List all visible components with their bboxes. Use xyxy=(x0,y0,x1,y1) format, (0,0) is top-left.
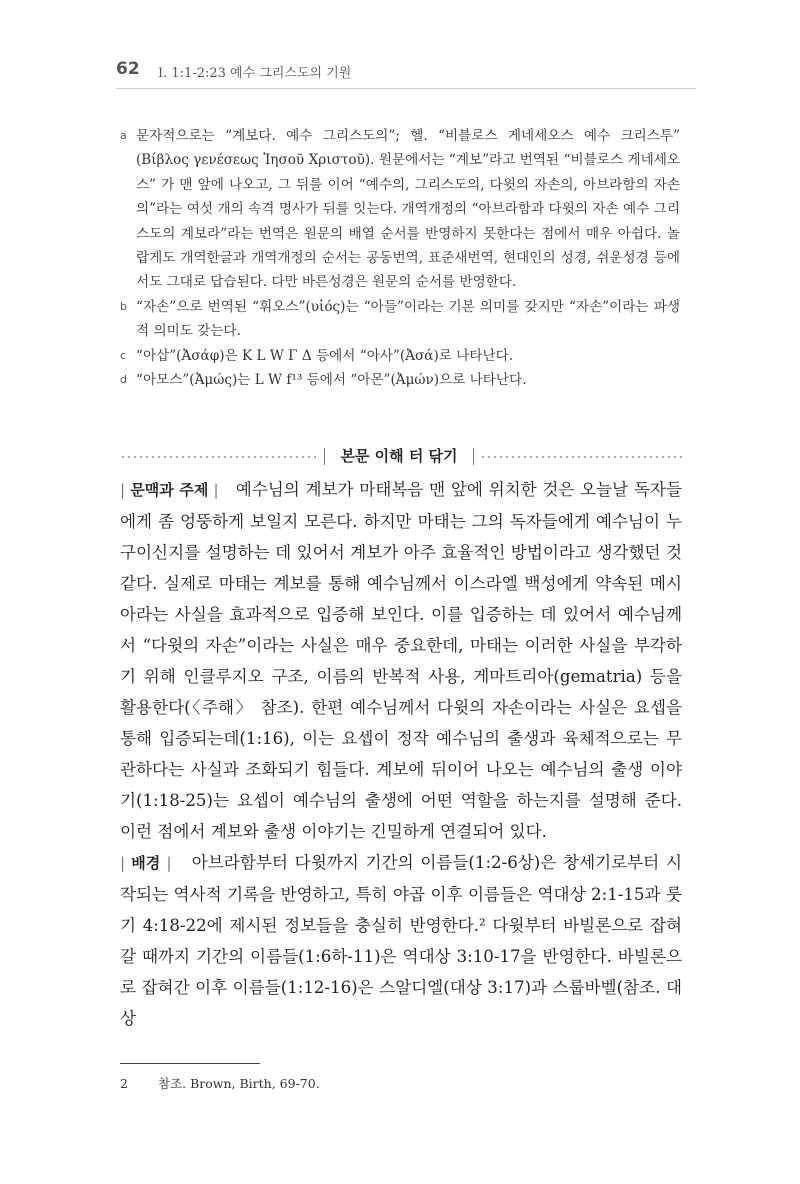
paragraph-context xyxy=(120,474,682,847)
text-notes xyxy=(120,124,680,392)
footnote xyxy=(120,1074,320,1092)
note-mark: c xyxy=(120,348,127,362)
paragraph-text: 예수님의 계보가 마태복음 맨 앞에 위치한 것은 오늘날 독자들에게 좀 엉뚱하게 보일지 모른다. 하지만 마태는 그의 독자들에게 예수님이 누구이신지를 설명하는 데 있어서 계보가 아주 효율적인 방법이라고 생각했던 것 같다. 실제로 마태는 계보를 통해 예수님께서 이스라엘 백성에게 약속된 메시아라는 사실을 효과적으로 입증해 보인다. 이를 입증하는 데 있어서 예수님께서 “다윗의 자손”이라는 사실은 매우 중요한데, 마태는 이러한 사실을 부각하기 위해 인클루지오 구조, 이름의 반복적 사용, 게마트리아(gematria) 등을 활용한다(〈주해〉 참조). 한편 예수님께서 다윗의 자손이라는 사실은 요셉을 통해 입증되는데(1:16), 이는 요셉이 정작 예수님의 출생과 육체적으로는 무관하다는 사실과 조화되기 힘들다. 계보에 뒤이어 나오는 예수님의 출생 이야기(1:18-25)는 요셉이 예수님의 출생에 어떤 역할을 하는지를 설명해 준다. 이런 점에서 계보와 출생 이야기는 긴밀하게 연결되어 있다. xyxy=(120,480,682,841)
footnote-number: 2 xyxy=(120,1076,128,1091)
paragraph-background xyxy=(120,847,682,1034)
divider-dots-left xyxy=(120,455,316,459)
footnote-text: 참조. Brown, Birth, 69-70. xyxy=(158,1076,320,1091)
note-text: 문자적으로는 “계보다. 예수 그리스도의”; 헬. “비블로스 게네세오스 예수 크리스투” (Βίβλος γενέσεως Ἰησοῦ Χριστοῦ). 원문에서는 “계보”라고 번역된 “비블로스 게네세오스” 가 맨 앞에 나오고, 그 뒤를 이어 “예수의, 그리스도의, 다윗의 자손의, 아브라함의 자손 의”라는 여섯 개의 속격 명사가 뒤를 잇는다. 개역개정의 “아브라함과 다윗의 자손 예수 그리스도의 계보라”라는 번역은 원문의 배열 순서를 반영하지 못한다는 점에서 매우 아쉽다. 놀랍게도 개역한글과 개역개정의 순서는 공동번역, 표준새번역, 현대인의 성경, 쉬운성경 등에서도 그대로 답습된다. 다만 바른성경은 원문의 순서를 반영한다. xyxy=(136,128,680,291)
text-note xyxy=(120,368,680,392)
note-mark: d xyxy=(120,373,127,387)
section-title: 본문 이해 터 닦기 xyxy=(324,445,474,466)
main-text xyxy=(120,474,682,1034)
text-note xyxy=(120,124,680,295)
note-text: “아삽”(Ἀσάφ)은 K L W Γ Δ 등에서 “아사”(Ἀσά)로 나타난다. xyxy=(136,347,514,364)
note-mark: a xyxy=(120,129,127,142)
note-mark: b xyxy=(120,299,127,313)
text-note xyxy=(120,344,680,368)
divider-dots-right xyxy=(480,455,682,459)
running-title: I. 1:1-2:23 예수 그리스도의 기원 xyxy=(158,66,352,81)
section-divider xyxy=(120,443,682,469)
paragraph-text: 아브라함부터 다윗까지 기간의 이름들(1:2-6상)은 창세기로부터 시작되는 역사적 기록을 반영하고, 특히 야곱 이후 이름들은 역대상 2:1-15과 룻기 4:18-22에 제시된 정보들을 충실히 반영한다.² 다윗부터 바빌론으로 잡혀갈 때까지 기간의 이름들(1:6하-11)은 역대상 3:10-17을 반영한다. 바빌론으로 잡혀간 이후 이름들(1:12-16)은 스알디엘(대상 3:17)과 스룹바벨(참조. 대상 xyxy=(120,853,682,1028)
text-note xyxy=(120,295,680,344)
note-text: “자손”으로 번역된 “휘오스”(υἱός)는 “아들”이라는 기본 의미를 갖지만 “자손”이라는 파생적 의미도 갖는다. xyxy=(136,298,680,340)
footnote-rule xyxy=(120,1063,260,1064)
paragraph-label: | 문맥과 주제 | xyxy=(120,481,219,499)
running-header xyxy=(116,58,696,89)
paragraph-label: | 배경 | xyxy=(120,854,172,872)
note-text: “아모스”(Ἀμώς)는 L W f¹³ 등에서 “아몬”(Ἀμών)으로 나타난다. xyxy=(136,372,527,389)
page-number: 62 xyxy=(116,59,140,79)
